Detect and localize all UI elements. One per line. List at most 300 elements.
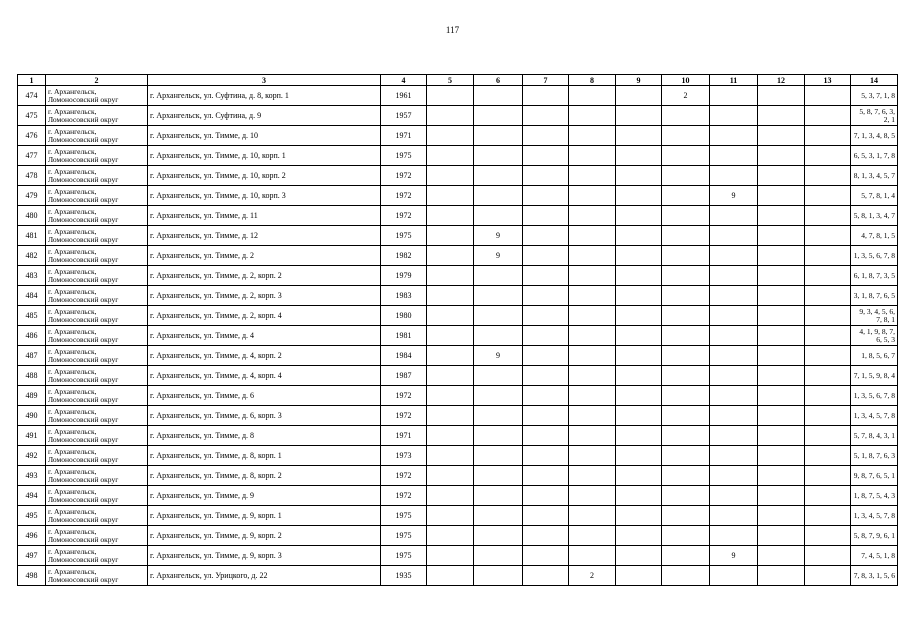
- value-cell: [805, 286, 851, 306]
- address-cell: г. Архангельск, ул. Тимме, д. 2: [148, 246, 381, 266]
- address-cell: г. Архангельск, ул. Тимме, д. 8, корп. 2: [148, 466, 381, 486]
- table-row: [18, 466, 898, 486]
- value-cell: [474, 86, 523, 106]
- value-cell: [616, 406, 662, 426]
- district-cell: г. Архангельск, Ломоносовский округ: [46, 166, 148, 186]
- value-cell: 2: [569, 566, 616, 586]
- row-number-cell: 477: [18, 146, 46, 166]
- value-cell: [523, 246, 569, 266]
- value-cell: [710, 446, 758, 466]
- codes-cell: 5, 3, 7, 1, 8: [851, 86, 898, 106]
- codes-cell: 6, 1, 8, 7, 3, 5: [851, 266, 898, 286]
- value-cell: [805, 226, 851, 246]
- codes-cell: 7, 8, 3, 1, 5, 6: [851, 566, 898, 586]
- address-cell: г. Архангельск, ул. Тимме, д. 10: [148, 126, 381, 146]
- address-cell: г. Архангельск, ул. Тимме, д. 2, корп. 4: [148, 306, 381, 326]
- table-row: [18, 206, 898, 226]
- value-cell: [474, 546, 523, 566]
- value-cell: [758, 546, 805, 566]
- value-cell: [662, 346, 710, 366]
- year-cell: 1975: [381, 226, 427, 246]
- codes-cell: 5, 7, 8, 1, 4: [851, 186, 898, 206]
- value-cell: [662, 486, 710, 506]
- value-cell: [523, 186, 569, 206]
- value-cell: [662, 406, 710, 426]
- value-cell: [523, 306, 569, 326]
- value-cell: [758, 466, 805, 486]
- value-cell: [710, 206, 758, 226]
- codes-cell: 1, 3, 5, 6, 7, 8: [851, 386, 898, 406]
- value-cell: [662, 266, 710, 286]
- value-cell: [758, 166, 805, 186]
- value-cell: [523, 526, 569, 546]
- district-cell: г. Архангельск, Ломоносовский округ: [46, 146, 148, 166]
- district-cell: г. Архангельск, Ломоносовский округ: [46, 266, 148, 286]
- value-cell: [569, 306, 616, 326]
- district-cell: г. Архангельск, Ломоносовский округ: [46, 206, 148, 226]
- value-cell: [616, 266, 662, 286]
- table-row: [18, 226, 898, 246]
- value-cell: [474, 326, 523, 346]
- value-cell: [569, 86, 616, 106]
- year-cell: 1972: [381, 386, 427, 406]
- value-cell: [616, 86, 662, 106]
- value-cell: [616, 106, 662, 126]
- value-cell: [569, 426, 616, 446]
- row-number-cell: 474: [18, 86, 46, 106]
- value-cell: [427, 326, 474, 346]
- value-cell: [523, 86, 569, 106]
- value-cell: [662, 466, 710, 486]
- district-cell: г. Архангельск, Ломоносовский округ: [46, 246, 148, 266]
- value-cell: 9: [474, 246, 523, 266]
- year-cell: 1979: [381, 266, 427, 286]
- value-cell: [569, 546, 616, 566]
- value-cell: [523, 166, 569, 186]
- value-cell: [427, 566, 474, 586]
- value-cell: [474, 506, 523, 526]
- value-cell: [427, 266, 474, 286]
- value-cell: [662, 186, 710, 206]
- district-cell: г. Архангельск, Ломоносовский округ: [46, 306, 148, 326]
- codes-cell: 5, 8, 7, 6, 3, 2, 1: [851, 106, 898, 126]
- district-cell: г. Архангельск, Ломоносовский округ: [46, 406, 148, 426]
- year-cell: 1972: [381, 186, 427, 206]
- year-cell: 1973: [381, 446, 427, 466]
- codes-cell: 9, 8, 7, 6, 5, 1: [851, 466, 898, 486]
- value-cell: [569, 326, 616, 346]
- year-cell: 1975: [381, 546, 427, 566]
- value-cell: [427, 166, 474, 186]
- value-cell: [474, 126, 523, 146]
- value-cell: [616, 366, 662, 386]
- value-cell: [662, 366, 710, 386]
- row-number-cell: 493: [18, 466, 46, 486]
- value-cell: [805, 406, 851, 426]
- value-cell: [710, 106, 758, 126]
- value-cell: [758, 426, 805, 446]
- district-cell: г. Архангельск, Ломоносовский округ: [46, 286, 148, 306]
- value-cell: [616, 466, 662, 486]
- address-cell: г. Архангельск, ул. Тимме, д. 10, корп. 3: [148, 186, 381, 206]
- table-row: [18, 546, 898, 566]
- value-cell: [805, 526, 851, 546]
- value-cell: [758, 126, 805, 146]
- table-row: [18, 386, 898, 406]
- value-cell: [474, 366, 523, 386]
- table-body: [18, 86, 898, 586]
- table-row: [18, 186, 898, 206]
- value-cell: [758, 506, 805, 526]
- year-cell: 1971: [381, 426, 427, 446]
- value-cell: [427, 106, 474, 126]
- value-cell: [710, 466, 758, 486]
- value-cell: 9: [710, 186, 758, 206]
- value-cell: [523, 486, 569, 506]
- value-cell: [523, 286, 569, 306]
- value-cell: [805, 166, 851, 186]
- address-cell: г. Архангельск, ул. Тимме, д. 10, корп. 2: [148, 166, 381, 186]
- value-cell: [569, 246, 616, 266]
- value-cell: [710, 86, 758, 106]
- codes-cell: 7, 1, 3, 4, 8, 5: [851, 126, 898, 146]
- codes-cell: 7, 4, 5, 1, 8: [851, 546, 898, 566]
- table-row: [18, 526, 898, 546]
- value-cell: [805, 366, 851, 386]
- value-cell: [474, 446, 523, 466]
- value-cell: [523, 506, 569, 526]
- address-cell: г. Архангельск, ул. Тимме, д. 4, корп. 2: [148, 346, 381, 366]
- table-row: [18, 146, 898, 166]
- table-row: [18, 86, 898, 106]
- value-cell: [710, 126, 758, 146]
- value-cell: [758, 186, 805, 206]
- year-cell: 1982: [381, 246, 427, 266]
- value-cell: [805, 386, 851, 406]
- value-cell: [710, 166, 758, 186]
- value-cell: [710, 426, 758, 446]
- table-row: [18, 406, 898, 426]
- address-cell: г. Архангельск, ул. Урицкого, д. 22: [148, 566, 381, 586]
- value-cell: [662, 106, 710, 126]
- table-row: [18, 506, 898, 526]
- row-number-cell: 491: [18, 426, 46, 446]
- value-cell: [569, 346, 616, 366]
- value-cell: 9: [474, 226, 523, 246]
- value-cell: 9: [710, 546, 758, 566]
- table-row: [18, 486, 898, 506]
- value-cell: [474, 486, 523, 506]
- value-cell: [616, 226, 662, 246]
- value-cell: [474, 146, 523, 166]
- district-cell: г. Архангельск, Ломоносовский округ: [46, 526, 148, 546]
- value-cell: [616, 186, 662, 206]
- value-cell: [427, 306, 474, 326]
- codes-cell: 1, 3, 4, 5, 7, 8: [851, 406, 898, 426]
- value-cell: [616, 146, 662, 166]
- value-cell: [523, 386, 569, 406]
- value-cell: [758, 146, 805, 166]
- codes-cell: 4, 1, 9, 8, 7, 6, 5, 3: [851, 326, 898, 346]
- value-cell: [474, 166, 523, 186]
- codes-cell: 6, 5, 3, 1, 7, 8: [851, 146, 898, 166]
- column-header: 2: [46, 75, 148, 86]
- value-cell: [523, 226, 569, 246]
- value-cell: [523, 566, 569, 586]
- value-cell: [427, 506, 474, 526]
- value-cell: [569, 406, 616, 426]
- value-cell: [710, 386, 758, 406]
- value-cell: [805, 266, 851, 286]
- value-cell: [758, 566, 805, 586]
- value-cell: [616, 166, 662, 186]
- value-cell: [474, 186, 523, 206]
- district-cell: г. Архангельск, Ломоносовский округ: [46, 126, 148, 146]
- row-number-cell: 492: [18, 446, 46, 466]
- district-cell: г. Архангельск, Ломоносовский округ: [46, 326, 148, 346]
- value-cell: [616, 246, 662, 266]
- value-cell: [427, 346, 474, 366]
- district-cell: г. Архангельск, Ломоносовский округ: [46, 466, 148, 486]
- table-row: [18, 126, 898, 146]
- value-cell: [523, 206, 569, 226]
- value-cell: [616, 386, 662, 406]
- value-cell: [662, 426, 710, 446]
- year-cell: 1980: [381, 306, 427, 326]
- address-cell: г. Архангельск, ул. Суфтина, д. 8, корп. 1: [148, 86, 381, 106]
- value-cell: [758, 386, 805, 406]
- column-header: 12: [758, 75, 805, 86]
- value-cell: [805, 206, 851, 226]
- value-cell: [427, 426, 474, 446]
- codes-cell: 5, 1, 8, 7, 6, 3: [851, 446, 898, 466]
- table-row: [18, 346, 898, 366]
- value-cell: [569, 126, 616, 146]
- district-cell: г. Архангельск, Ломоносовский округ: [46, 446, 148, 466]
- value-cell: [662, 126, 710, 146]
- table-row: [18, 426, 898, 446]
- district-cell: г. Архангельск, Ломоносовский округ: [46, 106, 148, 126]
- value-cell: [758, 406, 805, 426]
- codes-cell: 4, 7, 8, 1, 5: [851, 226, 898, 246]
- value-cell: [427, 546, 474, 566]
- value-cell: [710, 406, 758, 426]
- year-cell: 1987: [381, 366, 427, 386]
- table-row: [18, 246, 898, 266]
- value-cell: [474, 386, 523, 406]
- row-number-cell: 490: [18, 406, 46, 426]
- codes-cell: 1, 3, 4, 5, 7, 8: [851, 506, 898, 526]
- column-header: 13: [805, 75, 851, 86]
- value-cell: [805, 186, 851, 206]
- value-cell: [616, 206, 662, 226]
- value-cell: [523, 366, 569, 386]
- column-header: 8: [569, 75, 616, 86]
- year-cell: 1935: [381, 566, 427, 586]
- value-cell: [805, 126, 851, 146]
- value-cell: [474, 106, 523, 126]
- value-cell: [569, 286, 616, 306]
- table-row: [18, 266, 898, 286]
- value-cell: [758, 306, 805, 326]
- table-row: [18, 166, 898, 186]
- value-cell: [616, 566, 662, 586]
- value-cell: [662, 526, 710, 546]
- year-cell: 1981: [381, 326, 427, 346]
- table-row: [18, 366, 898, 386]
- row-number-cell: 481: [18, 226, 46, 246]
- value-cell: [474, 266, 523, 286]
- value-cell: [805, 546, 851, 566]
- value-cell: [616, 286, 662, 306]
- value-cell: [427, 146, 474, 166]
- row-number-cell: 478: [18, 166, 46, 186]
- row-number-cell: 482: [18, 246, 46, 266]
- value-cell: [569, 106, 616, 126]
- year-cell: 1972: [381, 466, 427, 486]
- value-cell: [710, 246, 758, 266]
- column-header: 3: [148, 75, 381, 86]
- row-number-cell: 488: [18, 366, 46, 386]
- value-cell: [805, 306, 851, 326]
- district-cell: г. Архангельск, Ломоносовский округ: [46, 546, 148, 566]
- value-cell: [710, 286, 758, 306]
- value-cell: [805, 326, 851, 346]
- value-cell: [616, 506, 662, 526]
- value-cell: [427, 386, 474, 406]
- column-header: 5: [427, 75, 474, 86]
- value-cell: [474, 426, 523, 446]
- address-cell: г. Архангельск, ул. Тимме, д. 9: [148, 486, 381, 506]
- year-cell: 1972: [381, 206, 427, 226]
- value-cell: [805, 146, 851, 166]
- row-number-cell: 480: [18, 206, 46, 226]
- value-cell: [569, 166, 616, 186]
- address-cell: г. Архангельск, ул. Тимме, д. 8: [148, 426, 381, 446]
- year-cell: 1972: [381, 166, 427, 186]
- value-cell: [474, 306, 523, 326]
- value-cell: [662, 566, 710, 586]
- value-cell: [805, 466, 851, 486]
- address-cell: г. Архангельск, ул. Тимме, д. 9, корп. 3: [148, 546, 381, 566]
- value-cell: [805, 346, 851, 366]
- address-cell: г. Архангельск, ул. Тимме, д. 10, корп. 1: [148, 146, 381, 166]
- value-cell: [523, 466, 569, 486]
- value-cell: [758, 486, 805, 506]
- value-cell: [616, 326, 662, 346]
- value-cell: [662, 146, 710, 166]
- value-cell: [758, 366, 805, 386]
- value-cell: [758, 526, 805, 546]
- value-cell: [569, 386, 616, 406]
- row-number-cell: 486: [18, 326, 46, 346]
- value-cell: [710, 326, 758, 346]
- value-cell: 2: [662, 86, 710, 106]
- value-cell: [710, 266, 758, 286]
- row-number-cell: 479: [18, 186, 46, 206]
- codes-cell: 7, 1, 5, 9, 8, 4: [851, 366, 898, 386]
- table-row: [18, 326, 898, 346]
- value-cell: [805, 566, 851, 586]
- value-cell: [474, 206, 523, 226]
- data-table: [17, 74, 898, 586]
- value-cell: [523, 126, 569, 146]
- value-cell: [569, 466, 616, 486]
- codes-cell: 5, 8, 1, 3, 4, 7: [851, 206, 898, 226]
- value-cell: [616, 126, 662, 146]
- year-cell: 1975: [381, 526, 427, 546]
- value-cell: [662, 446, 710, 466]
- value-cell: [474, 526, 523, 546]
- district-cell: г. Архангельск, Ломоносовский округ: [46, 346, 148, 366]
- value-cell: [427, 486, 474, 506]
- address-cell: г. Архангельск, ул. Тимме, д. 4: [148, 326, 381, 346]
- value-cell: [805, 246, 851, 266]
- year-cell: 1957: [381, 106, 427, 126]
- value-cell: [616, 446, 662, 466]
- row-number-cell: 496: [18, 526, 46, 546]
- district-cell: г. Архангельск, Ломоносовский округ: [46, 566, 148, 586]
- value-cell: [616, 486, 662, 506]
- value-cell: [523, 406, 569, 426]
- value-cell: [758, 326, 805, 346]
- value-cell: [427, 86, 474, 106]
- district-cell: г. Архангельск, Ломоносовский округ: [46, 486, 148, 506]
- value-cell: [616, 346, 662, 366]
- value-cell: [662, 326, 710, 346]
- row-number-cell: 485: [18, 306, 46, 326]
- value-cell: [427, 286, 474, 306]
- year-cell: 1975: [381, 146, 427, 166]
- value-cell: [427, 226, 474, 246]
- row-number-cell: 489: [18, 386, 46, 406]
- value-cell: [569, 146, 616, 166]
- value-cell: [427, 126, 474, 146]
- row-number-cell: 475: [18, 106, 46, 126]
- column-header: 7: [523, 75, 569, 86]
- address-cell: г. Архангельск, ул. Тимме, д. 9, корп. 1: [148, 506, 381, 526]
- value-cell: [523, 146, 569, 166]
- value-cell: [427, 206, 474, 226]
- table-row: [18, 106, 898, 126]
- value-cell: [662, 286, 710, 306]
- value-cell: [569, 446, 616, 466]
- value-cell: [523, 546, 569, 566]
- row-number-cell: 498: [18, 566, 46, 586]
- value-cell: [805, 446, 851, 466]
- value-cell: [523, 106, 569, 126]
- page-number: 117: [445, 25, 460, 35]
- value-cell: [427, 246, 474, 266]
- year-cell: 1972: [381, 406, 427, 426]
- value-cell: [710, 306, 758, 326]
- value-cell: [569, 186, 616, 206]
- value-cell: [662, 226, 710, 246]
- column-header: 14: [851, 75, 898, 86]
- column-header: 11: [710, 75, 758, 86]
- row-number-cell: 487: [18, 346, 46, 366]
- value-cell: [710, 146, 758, 166]
- value-cell: [805, 486, 851, 506]
- value-cell: [569, 226, 616, 246]
- value-cell: [758, 286, 805, 306]
- value-cell: [805, 506, 851, 526]
- value-cell: [523, 326, 569, 346]
- year-cell: 1983: [381, 286, 427, 306]
- codes-cell: 1, 3, 5, 6, 7, 8: [851, 246, 898, 266]
- row-number-cell: 476: [18, 126, 46, 146]
- address-cell: г. Архангельск, ул. Тимме, д. 8, корп. 1: [148, 446, 381, 466]
